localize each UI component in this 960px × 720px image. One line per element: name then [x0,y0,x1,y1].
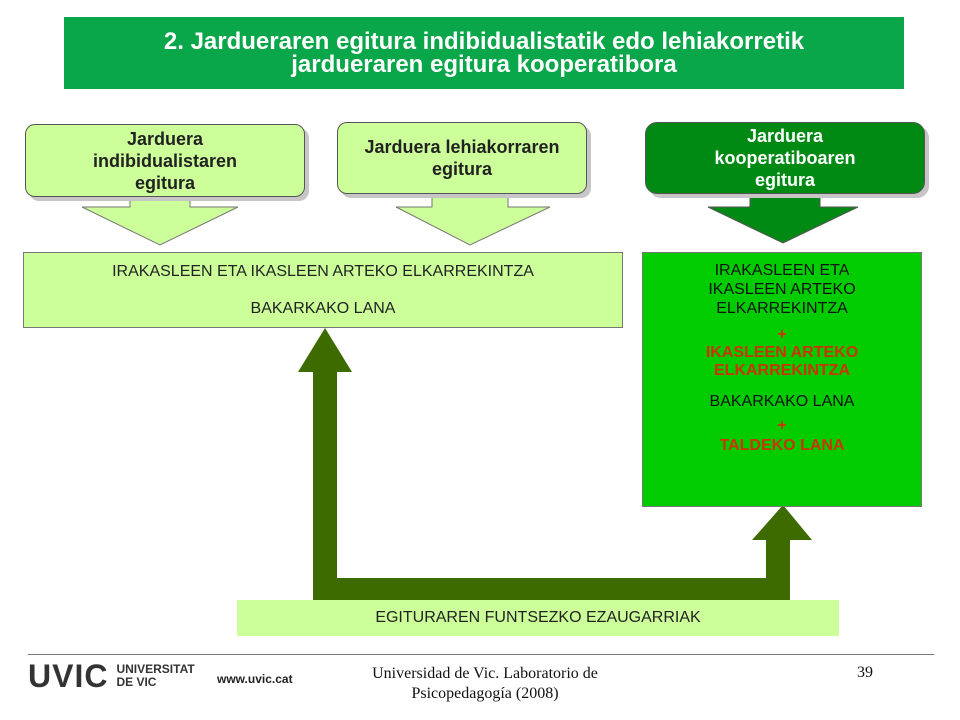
individual-competitive-features [23,252,623,328]
title-line-2: jardueraren egitura kooperatibora [291,51,677,78]
footer-citation [320,664,650,704]
structure-cooperative-line-1: Jarduera [746,126,824,146]
down-arrow-3 [708,190,858,243]
structure-cooperative [645,122,925,194]
right-box-red-2: TALDEKO LANA [719,437,845,454]
structure-individualist [25,124,305,197]
structure-individualist-line-1: Jarduera [126,128,204,149]
down-arrow-1 [82,190,238,245]
right-box-plus-1: + [777,326,787,343]
essential-features-label: EGITURAREN FUNTSEZKO EZAUGARRIAK [237,600,839,636]
website-link[interactable]: www.uvic.cat [217,672,293,686]
structure-competitive-line-1: Jarduera lehiakorraren [364,137,560,157]
footer-line-2: Psicopedagogía (2008) [411,685,559,702]
right-box-plus-2: + [777,417,787,434]
logo-sub-1: UNIVERSITAT [116,662,195,676]
cooperative-features [642,252,922,507]
down-arrow-2 [396,185,550,245]
footer-divider [28,654,934,655]
structure-cooperative-line-2: kooperatiboaren [714,148,856,168]
uvic-logo [28,660,195,692]
right-box-line-4: BAKARKAKO LANA [709,393,855,410]
feedback-arrowhead-right [752,505,812,540]
left-box-line-1: IRAKASLEEN ETA IKASLEEN ARTEKO ELKARREKINTZA [112,263,534,280]
feedback-arrowhead-left [298,328,352,372]
structure-competitive-line-2: egitura [431,159,492,179]
structure-individualist-line-3: egitura [134,172,195,193]
footer-line-1: Universidad de Vic. Laboratorio de [372,665,598,682]
logo-mark: UVIC [28,658,109,694]
title-line-1: 2. Jardueraren egitura indibidualistatik edo lehiakorretik [163,28,805,55]
right-box-line-3: ELKARREKINTZA [716,300,848,317]
structure-competitive [337,122,587,194]
right-box-red-1a: IKASLEEN ARTEKO [705,344,859,361]
right-box-red-1b: ELKARREKINTZA [714,362,850,379]
right-box-line-1: IRAKASLEEN ETA [714,262,850,279]
logo-sub-2: DE VIC [116,675,157,689]
page-number: 39 [857,664,873,681]
right-box-line-2: IKASLEEN ARTEKO [708,281,856,298]
structure-individualist-line-2: indibidualistaren [92,150,238,171]
structure-cooperative-line-3: egitura [754,170,815,190]
left-box-line-2: BAKARKAKO LANA [250,300,396,317]
